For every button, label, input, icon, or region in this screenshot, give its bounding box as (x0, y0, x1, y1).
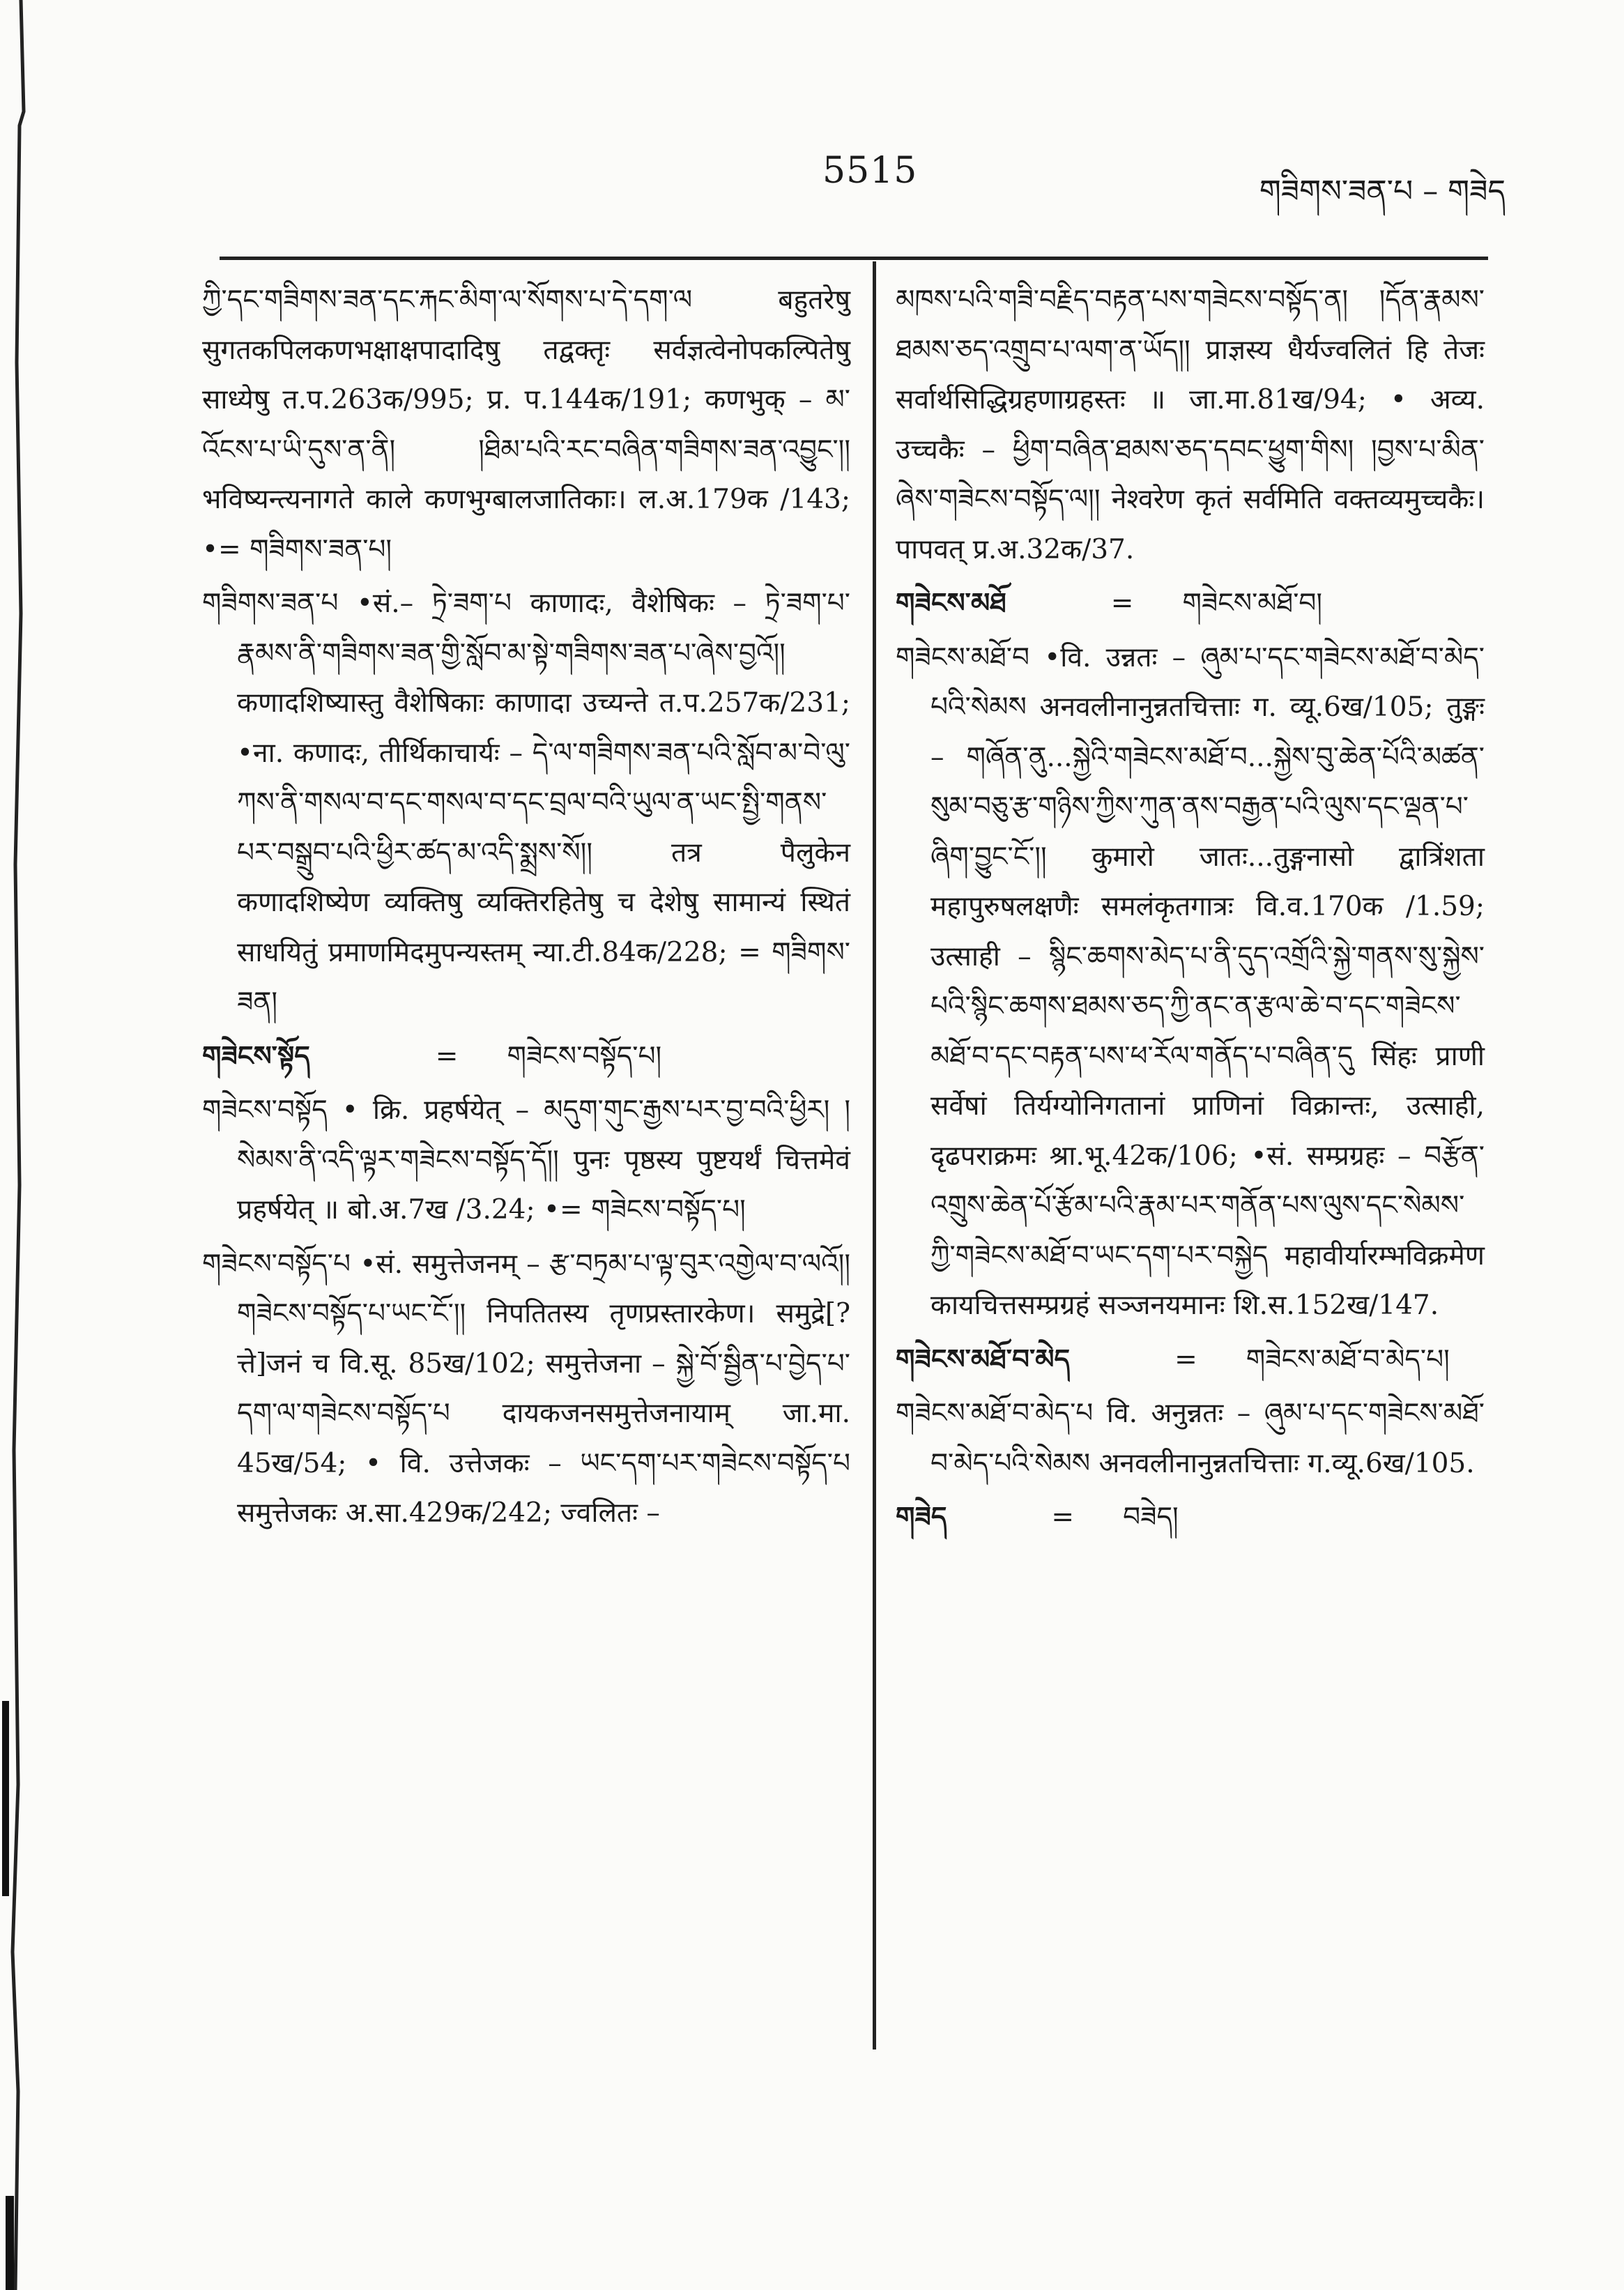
entry-headword: གཟེངས་མཐོ (896, 587, 1006, 619)
entry-headword: གཟེངས་མཐོ་བ་མེད (896, 1343, 1071, 1375)
dictionary-entry: གཟེངས་མཐོ་བ •वि. उन्नतः – ཞུམ་པ་དང་གཟེངས་མཐོ་བ་མེད་པའི་སེམས अनवलीनानुन्नतचित्ताः ग. व्यू.6ख/105; तुङ्गः – གཞོན་ནུ...སྐྱེའི་གཟེངས་མཐོ་བ...སྐྱེས་བུ་ཆེན་པོའི་མཚན་སུམ་བཅུ་རྩ་གཉིས་ཀྱིས་ཀུན་ནས་བརྒྱན་པའི་ལུས་དང་ལྡན་པ་ཞིག་བྱུང་ངོ་།། कुमारो जातः...तुङ्गनासो द्वात्रिंशता महापुरुषलक्षणैः समलंकृतगात्रः वि.व.170क /1.59; उत्साही – སྙིང་ཆགས་མེད་པ་ནི་དུད་འགྲོའི་སྐྱེ་གནས་སུ་སྐྱེས་པའི་སྙིང་ཆགས་ཐམས་ཅད་ཀྱི་ནང་ན་རྩལ་ཆེ་བ་དང་གཟེངས་མཐོ་བ་དང་བརྟན་པས་ཕ་རོལ་གནོད་པ་བཞིན་དུ सिंहः प्राणी सर्वेषां तिर्यग्योनिगतानां प्राणिनां विक्रान्तः, उत्साही, दृढपराक्रमः श्रा.भू.42क/106; •सं. सम्प्रग्रहः – བརྩོན་འགྲུས་ཆེན་པོ་རྩོམ་པའི་རྣམ་པར་གནོན་པས་ལུས་དང་སེམས་ཀྱི་གཟེངས་མཐོ་བ་ཡང་དག་པར་བསྐྱེད महावीर्यारम्भविक्रमेण कायचित्तसम्प्रग्रहं सञ्जनयमानः शि.स.152ख/147. (896, 641, 1485, 1321)
cross-reference-target: གཟེངས་བསྟོད་པ། (507, 1040, 662, 1072)
entry-continuation: ཀྱི་དང་གཟིགས་ཟན་དང་རྐང་མིག་ལ་སོགས་པ་དེ་དག་ལ बहुतरेषु सुगतकपिलकणभक्षाक्षपादादिषु तद्वक्तृः सर्वज्ञत्वेनोपकल्पितेषु साध्येषु त.प.263क/995; प्र. प.144क/191; कणभुक् – མ་འོངས་པ་ཡི་དུས་ན་ནི། །ཐིམ་པའི་རང་བཞིན་གཟིགས་ཟན་འབྱུང་།། भविष्यन्त्यनागते काले कणभुग्बालजातिकाः। ल.अ.179क /143; •= གཟིགས་ཟན་པ། (202, 284, 850, 565)
cross-reference-target: གཟེངས་མཐོ་བ་མེད་པ། (1246, 1343, 1450, 1375)
entry-continuation: མཁས་པའི་གཟི་བརྗིད་བརྟན་པས་གཟེངས་བསྟོད་ན། །དོན་རྣམས་ཐམས་ཅད་འགྲུབ་པ་ལག་ན་ཡོད།། प्राज्ञस्य धैर्यज्वलितं हि तेजः सर्वार्थसिद्धिग्रहणाग्रहस्तः ॥ जा.मा.81ख/94; • अव्य. उच्चकैः – ཕྱིག་བཞིན་ཐམས་ཅད་དབང་ཕྱུག་གིས། །བྱས་པ་མིན་ཞེས་གཟེངས་བསྟོད་ལ།། नेश्वरेण कृतं सर्वमिति वक्तव्यमुच्चकैः। पापवत् प्र.अ.32क/37. (896, 284, 1485, 565)
cross-reference-entry (896, 1335, 1485, 1385)
cross-reference-target: གཟེངས་མཐོ་བ། (1182, 588, 1323, 619)
header-rule (220, 257, 1488, 260)
cross-reference-entry (896, 1493, 1485, 1543)
entry-headword: གཟེངས་སྟོད (202, 1039, 310, 1072)
cross-reference-target: བཟེད། (1123, 1502, 1179, 1533)
dictionary-entry: གཟེངས་བསྟོད • क्रि. प्रहर्षयेत् – མདུག་གུང་རྒྱས་པར་བྱ་བའི་ཕྱིར། །སེམས་ནི་འདི་ལྟར་གཟེངས་བསྟོད་དོ།། पुनः पृष्ठस्य पुष्टयर्थं चित्तमेवं प्रहर्षयेत् ॥ बो.अ.7ख /3.24; •= གཟེངས་བསྟོད་པ། (202, 1094, 850, 1226)
cross-reference-entry (896, 579, 1485, 629)
entry-headword: གཟེད (896, 1501, 947, 1533)
equals-sign: = (1110, 588, 1134, 619)
equals-sign: = (1174, 1343, 1197, 1375)
left-column (202, 275, 850, 1543)
scan-binding-edge (0, 0, 42, 2290)
running-head: གཟིགས་ཟན་པ – གཟེད (1259, 174, 1506, 209)
cross-reference-entry (202, 1032, 850, 1082)
dictionary-entry: གཟེངས་བསྟོད་པ •सं. समुत्तेजनम् – རྩ་བཏྲམ་པ་ལྟ་བུར་འགྱེལ་བ་ལའོ།། གཟེངས་བསྟོད་པ་ཡང་ངོ་།། निपतितस्य तृणप्रस्तारकेण। समुद्रे[?त्ते]जनं च वि.सू. 85ख/102; समुत्तेजना – སྐྱེ་བོ་སྦྱིན་པ་བྱེད་པ་དག་ལ་གཟེངས་བསྟོད་པ दायकजनसमुत्तेजनायाम् जा.मा. 45ख/54; • वि. उत्तेजकः – ཡང་དག་པར་གཟེངས་བསྟོད་པ समुत्तेजकः अ.सा.429क/242; ज्वलितः – (202, 1248, 850, 1529)
page-number: 5515 (822, 150, 918, 192)
dictionary-entry: གཟེངས་མཐོ་བ་མེད་པ वि. अनुन्नतः – ཞུམ་པ་དང་གཟེངས་མཐོ་བ་མེད་པའི་སེམས अनवलीनानुन्नतचित्ताः ग.व्यू.6ख/105. (896, 1398, 1485, 1479)
dictionary-entry: གཟིགས་ཟན་པ •सं.– ཏྲེ་ཟག་པ काणादः, वैशेषिकः – ཏྲེ་ཟག་པ་རྣམས་ནི་གཟིགས་ཟན་གྱི་སློབ་མ་སྟེ་གཟིགས་ཟན་པ་ཞེས་བྱའོ།། कणादशिष्यास्तु वैशेषिकाः काणादा उच्यन्ते त.प.257क/231; •ना. कणादः, तीर्थिकाचार्यः – དེ་ལ་གཟིགས་ཟན་པའི་སློབ་མ་བེ་ལུ་ཀས་ནི་གསལ་བ་དང་གསལ་བ་དང་བྲལ་བའི་ཡུལ་ན་ཡང་སྤྱི་གནས་པར་བསྒྲུབ་པའི་ཕྱིར་ཚད་མ་འདི་སྨྲས་སོ།། तत्र पैलुकेन कणादशिष्येण व्यक्तिषु व्यक्तिरहितेषु च देशेषु सामान्यं स्थितं साधयितुं प्रमाणमिदमुपन्यस्तम् न्या.टी.84क/228; = གཟིགས་ཟན། (202, 588, 850, 1018)
equals-sign: = (435, 1040, 459, 1072)
equals-sign: = (1051, 1502, 1075, 1533)
column-divider (873, 261, 876, 2049)
right-column (896, 275, 1485, 1547)
